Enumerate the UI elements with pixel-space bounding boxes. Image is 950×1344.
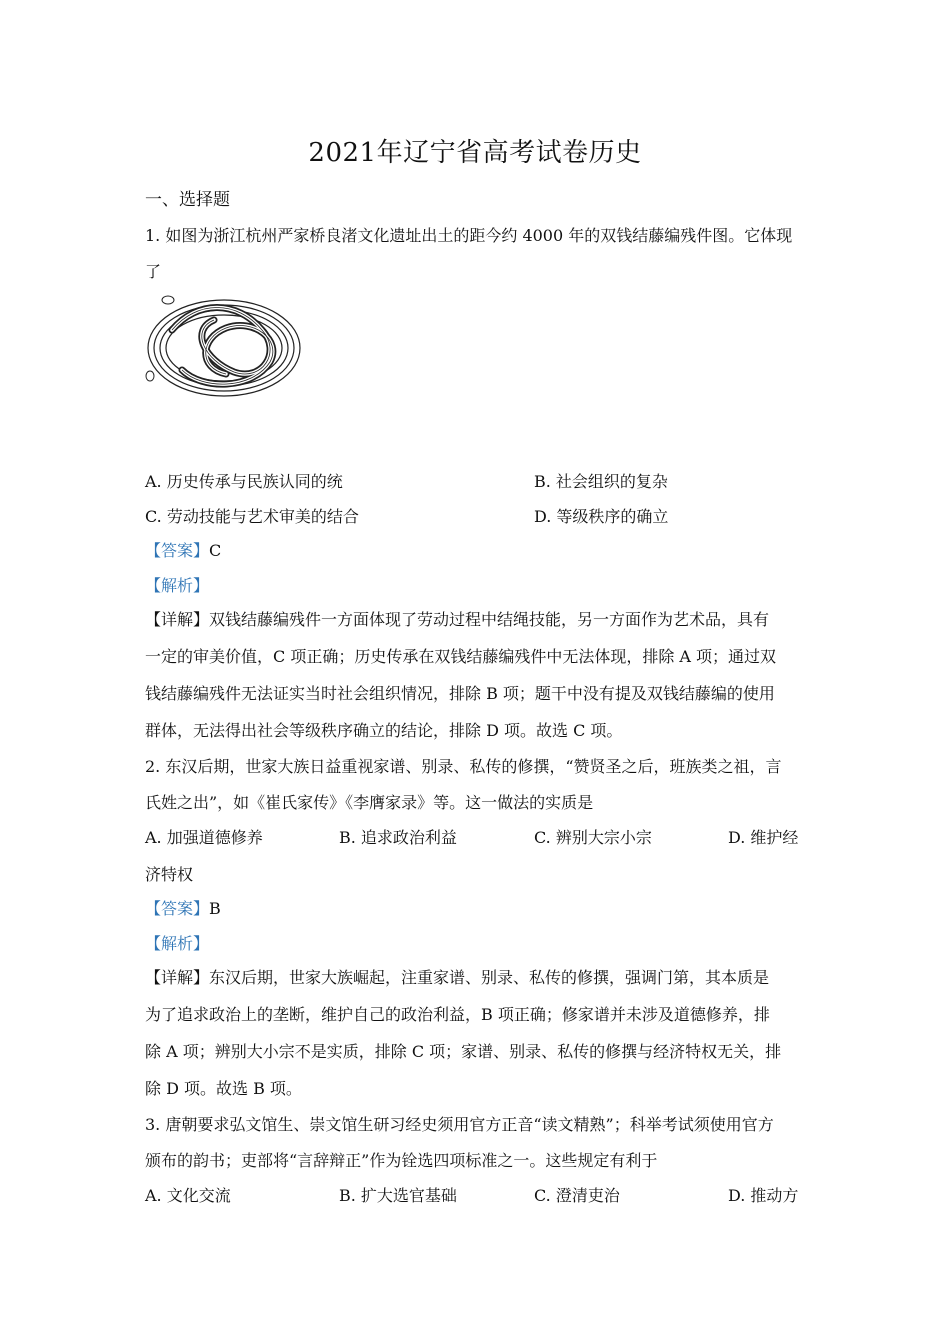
q1-option-d: D. 等级秩序的确立: [534, 507, 669, 526]
page-title: 2021年辽宁省高考试卷历史: [308, 138, 642, 168]
q1-answer-label: 【答案】: [145, 541, 210, 560]
q3-option-b: B. 扩大选官基础: [339, 1186, 457, 1205]
q2-option-b: B. 追求政治利益: [339, 828, 457, 847]
q2-detail-line-3: 除 A 项；辨别大小宗不是实质，排除 C 项；家谱、别录、私传的修撰与经济特权无关，排: [145, 1042, 782, 1061]
q1-option-b: B. 社会组织的复杂: [534, 472, 668, 491]
q3-stem-line-2: 颁布的韵书；吏部将“言辞辩正”作为铨选四项标准之一。这些规定有利于: [145, 1151, 658, 1170]
q3-stem-line-1: 3. 唐朝要求弘文馆生、崇文馆生研习经史须用官方正音“读文精熟”；科举考试须使用官方: [145, 1115, 774, 1134]
q2-detail-line-1: 【详解】东汉后期，世家大族崛起，注重家谱、别录、私传的修撰，强调门第，其本质是: [145, 968, 770, 987]
q1-answer-value: C: [209, 541, 222, 560]
q1-detail-line-2: 一定的审美价值，C 项正确；历史传承在双钱结藤编残件中无法体现，排除 A 项；通过双: [145, 647, 777, 666]
q3-option-d: D. 推动方: [728, 1186, 799, 1205]
q2-detail-line-4: 除 D 项。故选 B 项。: [145, 1079, 302, 1098]
q2-option-d-wrap: 济特权: [145, 865, 194, 884]
q1-stem-line-2: 了: [145, 262, 162, 281]
q1-option-a: A. 历史传承与民族认同的统: [145, 472, 343, 491]
q1-detail-line-1: 【详解】双钱结藤编残件一方面体现了劳动过程中结绳技能，另一方面作为艺术品，具有: [145, 610, 770, 629]
q2-stem-line-1: 2. 东汉后期，世家大族日益重视家谱、别录、私传的修撰，“赞贤圣之后，班族类之祖，言: [145, 757, 782, 776]
q2-option-c: C. 辨别大宗小宗: [534, 828, 652, 847]
q2-option-d: D. 维护经: [728, 828, 799, 847]
q2-analysis-label: 【解析】: [145, 934, 210, 953]
q2-answer-label: 【答案】: [145, 899, 210, 918]
q3-option-a: A. 文化交流: [145, 1186, 231, 1205]
q1-detail-line-3: 钱结藤编残件无法证实当时社会组织情况，排除 B 项；题干中没有提及双钱结藤编的使用: [145, 684, 775, 703]
q1-detail-line-4: 群体，无法得出社会等级秩序确立的结论，排除 D 项。故选 C 项。: [145, 721, 623, 740]
q1-analysis-label: 【解析】: [145, 576, 210, 595]
q1-option-c: C. 劳动技能与艺术审美的结合: [145, 507, 359, 526]
q2-answer-value: B: [209, 899, 221, 918]
q1-answer: [145, 541, 221, 561]
q2-detail-line-2: 为了追求政治上的垄断，维护自己的政治利益，B 项正确；修家谱并未涉及道德修养，排: [145, 1005, 770, 1024]
q1-stem-line-1: 1. 如图为浙江杭州严家桥良渚文化遗址出土的距今约 4000 年的双钱结藤编残件图。它体现: [145, 226, 793, 245]
q3-option-c: C. 澄清吏治: [534, 1186, 620, 1205]
section-heading: 一、选择题: [145, 190, 230, 210]
double-coin-knot-rattan-icon: [142, 290, 306, 402]
q2-answer: [145, 899, 221, 919]
q2-stem-line-2: 氏姓之出”，如《崔氏家传》《李膺家录》等。这一做法的实质是: [145, 793, 594, 812]
q2-option-a: A. 加强道德修养: [145, 828, 263, 847]
